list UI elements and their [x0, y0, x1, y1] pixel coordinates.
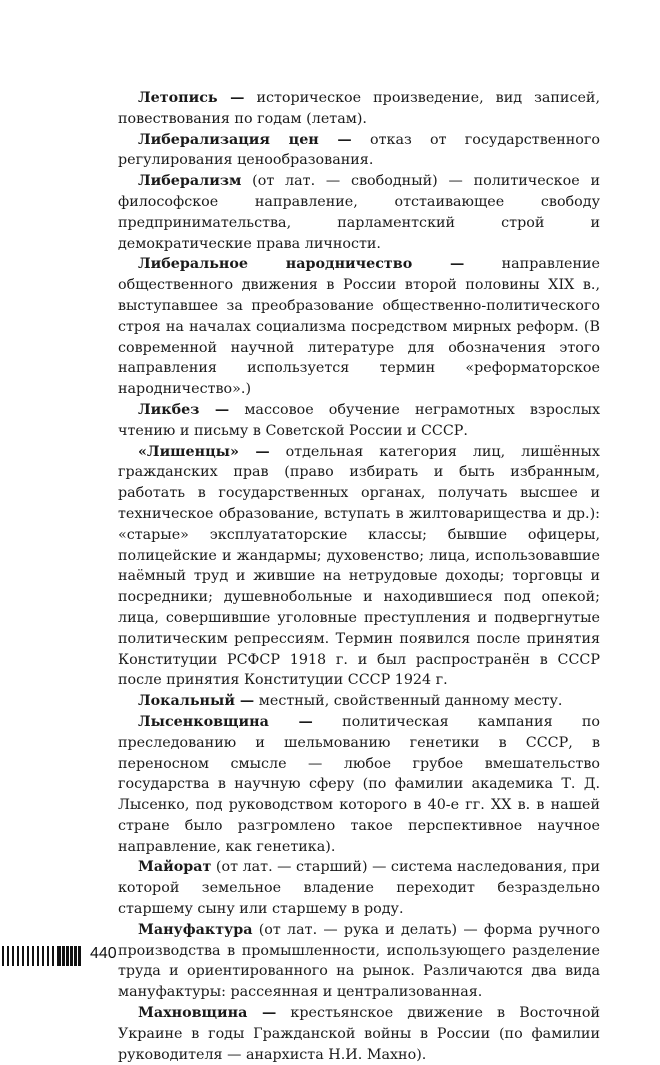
glossary-entry — [118, 254, 600, 400]
entry-definition: направление общественного движения в России второй половины XIX в., выступавшее за преобразование общественно-политического строя на началах социализма посредством мирных реформ. (В современной научной литературе для обозначения этого направления используется термин «реформаторское народничество».) — [118, 256, 600, 398]
entry-definition: массовое обучение неграмотных взрослых чтению и письму в Советской России и СССР. — [118, 401, 601, 439]
entry-term: Ликбез — — [138, 401, 230, 418]
entry-term: Мануфактура — [138, 921, 253, 938]
entry-definition: (от лат. — свободный) — политическое и философское направление, отстаивающее свободу предпринимательства, парламентский строй и демократические права личности. — [118, 173, 600, 252]
glossary-entry — [118, 691, 600, 712]
entry-term: Майорат — [138, 859, 212, 876]
entry-definition: (от лат. — рука и делать) — форма ручного производства в промышленности, использующего разделение труда и ориентированного на рынок. Различаются два вида мануфактуры: рассеянная и централизованная. — [118, 921, 600, 1001]
glossary-entry — [118, 712, 600, 858]
entry-term: Локальный — — [138, 693, 255, 710]
page-number: 440 — [90, 945, 117, 962]
entry-definition: политическая кампания по преследованию и шельмованию генетики в СССР, в переносном смысле — любое грубое вмешательство государства в научную сферу (по фамилии академика Т. Д. Лысенко, под руководством которого в 40-е гг. XX в. в нашей стране было разгромлено такое перспективное научное направление, как генетика). — [118, 713, 600, 855]
entry-definition: отказ от государственного регулирования ценообразования. — [118, 131, 600, 169]
page-footer — [0, 944, 200, 970]
glossary-entry — [118, 442, 600, 692]
glossary-entry — [118, 88, 600, 130]
entry-definition: отдельная категория лиц, лишённых гражданских прав (право избирать и быть избранным, работать в государственных органах, получать высшее и техническое образование, вступать в жилтоварищества и др.): «старые» эксплуататорские классы; бывшие офицеры, полицейские и жандармы; духовенство; лица, использовавшие наёмный труд и жившие на нетрудовые доходы; торговцы и посредники; душевнобольные и находившиеся под опекой; лица, совершившие уголовные преступления и подвергнутые политическим репрессиям. Термин появился после принятия Конституции РСФСР 1918 г. и был распространён в СССР после принятия Конституции СССР 1924 г. — [118, 443, 600, 689]
entry-term: Либерализация цен — — [138, 131, 352, 148]
entry-term: Летопись — — [138, 90, 245, 106]
glossary-entry — [118, 857, 600, 919]
entry-definition: историческое произведение, вид записей, повествования по годам (летам). — [118, 90, 601, 127]
entry-term: Лысенковщина — — [138, 713, 313, 730]
glossary-text — [118, 88, 600, 1065]
entry-term: «Лишенцы» — — [138, 443, 270, 460]
entry-definition: крестьянское движение в Восточной Украине в годы Гражданской войны в России (по фамилии руководителя — анархиста Н.И. Махно). — [118, 1005, 601, 1063]
entry-term: Либерализм — [138, 173, 242, 190]
entry-term: Либеральное народничество — — [138, 256, 465, 273]
entry-definition: местный, свойственный данному месту. — [258, 693, 563, 710]
glossary-entry — [118, 400, 600, 442]
entry-definition: (от лат. — старший) — система наследования, при которой земельное владение переходит безраздельно старшему сыну или старшему в роду. — [118, 859, 601, 918]
barcode-decoration-dense — [58, 946, 82, 966]
glossary-entry — [118, 130, 600, 172]
glossary-entry — [118, 171, 600, 254]
entry-term: Махновщина — — [138, 1005, 277, 1022]
glossary-entry — [118, 1003, 600, 1065]
